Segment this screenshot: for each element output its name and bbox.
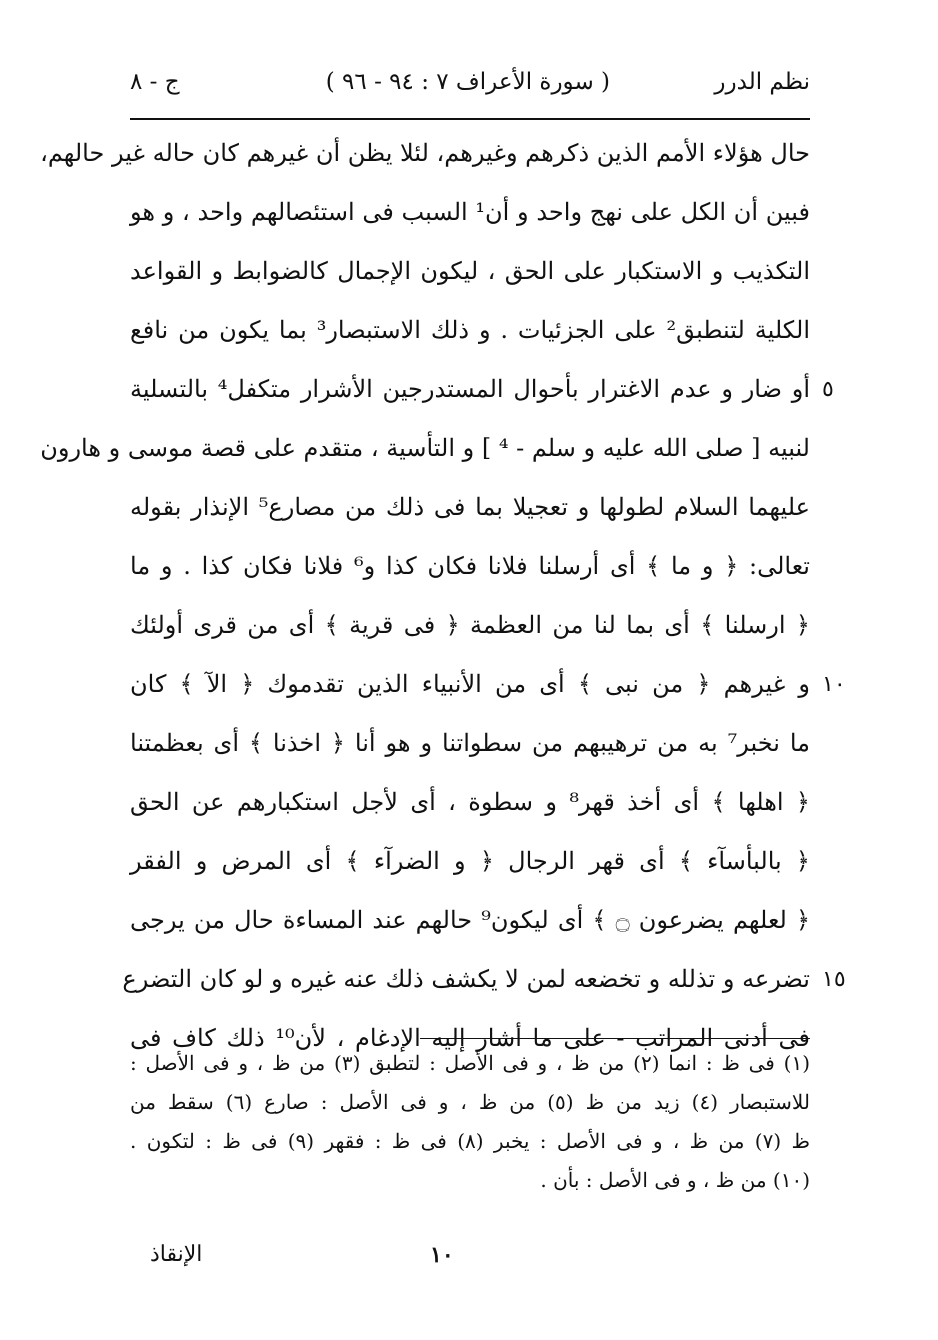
book-title: نظم الدرر (714, 69, 810, 95)
text-line (40, 124, 810, 183)
text-line (122, 950, 846, 1009)
line-text: تعالى: ﴿ و ما ﴾ أى أرسلنا فلانا فكان كذا و⁶ فلانا فكان كذا . و ما (130, 552, 810, 580)
line-text: تضرعه و تذلله و تخضعه لمن لا يكشف ذلك عنه غيره و لو كان التضرع (122, 965, 810, 993)
main-text (40, 124, 846, 1068)
line-number: ١٥ (822, 967, 846, 992)
footnote-line: (١٠) من ظ ، و فى الأصل : بأن . (540, 1168, 810, 1192)
footnotes (130, 1044, 810, 1200)
text-line (130, 360, 834, 419)
text-line (130, 891, 810, 950)
line-text: ﴿ اهلها ﴾ أى أخذ قهر⁸ و سطوة ، أى لأجل استكبارهم عن الحق (130, 788, 810, 816)
text-line (130, 301, 810, 360)
line-text: فى أدنى المراتب - على ما أشار إليه الإدغام ، لأن¹⁰ ذلك كاف فى (130, 1024, 810, 1052)
footnote-line: للاستبصار (٤) زيد من ظ (٥) من ظ ، و فى الأصل : صارع (٦) سقط من (130, 1090, 810, 1114)
footnote-line: (١) فى ظ : انما (٢) من ظ ، و فى الأصل : لتطبق (٣) من ظ ، و فى الأصل : (130, 1051, 810, 1075)
text-line (130, 655, 846, 714)
text-line (130, 183, 810, 242)
line-text: عليهما السلام لطولها و تعجيلا بما فى ذلك من مصارع⁵ الإنذار بقوله (130, 493, 811, 521)
footnote-divider (420, 1038, 810, 1039)
line-text: و غيرهم ﴿ من نبى ﴾ أى من الأنبياء الذين تقدموك ﴿ الآ ﴾ كان (130, 670, 810, 698)
page-footer (130, 1235, 810, 1275)
header-divider (130, 118, 810, 120)
running-header (130, 62, 810, 102)
text-line (130, 714, 810, 773)
line-text: ﴿ بالبأسآء ﴾ أى قهر الرجال ﴿ و الضرآء ﴾ أى المرض و الفقر (130, 847, 810, 875)
line-text: فبين أن الكل على نهج واحد و أن¹ السبب فى استئصالهم واحد ، و هو (130, 198, 810, 226)
line-number: ١٠ (822, 672, 846, 697)
line-text: أو ضار و عدم الاغترار بأحوال المستدرجين الأشرار متكفل⁴ بالتسلية (130, 375, 811, 403)
surah-reference: ( سورة الأعراف ٧ : ٩٤ - ٩٦ ) (325, 69, 610, 95)
line-number: ٥ (822, 377, 834, 402)
volume-label: ج - ٨ (130, 69, 180, 95)
footnote-line: ظ (٧) من ظ ، و فى الأصل : يخبر (٨) فى ظ : فقهر (٩) فى ظ : لتكون . (130, 1129, 811, 1153)
text-line (130, 537, 810, 596)
text-line (130, 832, 810, 891)
line-text: حال هؤلاء الأمم الذين ذكرهم وغيرهم، لئلا يظن أن غيرهم كان حاله غير حالهم، (40, 139, 810, 167)
text-line (130, 773, 810, 832)
text-line (130, 478, 810, 537)
line-text: ﴿ ارسلنا ﴾ أى بما لنا من العظمة ﴿ فى قرية ﴾ أى من قرى أولئك (130, 611, 810, 639)
line-text: لنبيه [ صلى الله عليه و سلم - ⁴ ] و التأسية ، متقدم على قصة موسى و هارون (40, 434, 810, 462)
line-text: التكذيب و الاستكبار على الحق ، ليكون الإجمال كالضوابط و القواعد (130, 257, 810, 285)
page-number: ١٠ (430, 1242, 454, 1268)
text-line (130, 596, 810, 655)
line-text: ﴿ لعلهم يضرعون ۝ ﴾ أى ليكون⁹ حالهم عند المساءة حال من يرجى (130, 906, 811, 934)
footer-signature: الإنقاذ (150, 1242, 203, 1267)
line-text: الكلية لتنطبق² على الجزئيات . و ذلك الاستبصار³ بما يكون من نافع (130, 316, 810, 344)
text-line (130, 242, 810, 301)
text-line (40, 419, 810, 478)
line-text: ما نخبر⁷ به من ترهيبهم من سطواتنا و هو أنا ﴿ اخذنا ﴾ أى بعظمتنا (130, 729, 810, 757)
